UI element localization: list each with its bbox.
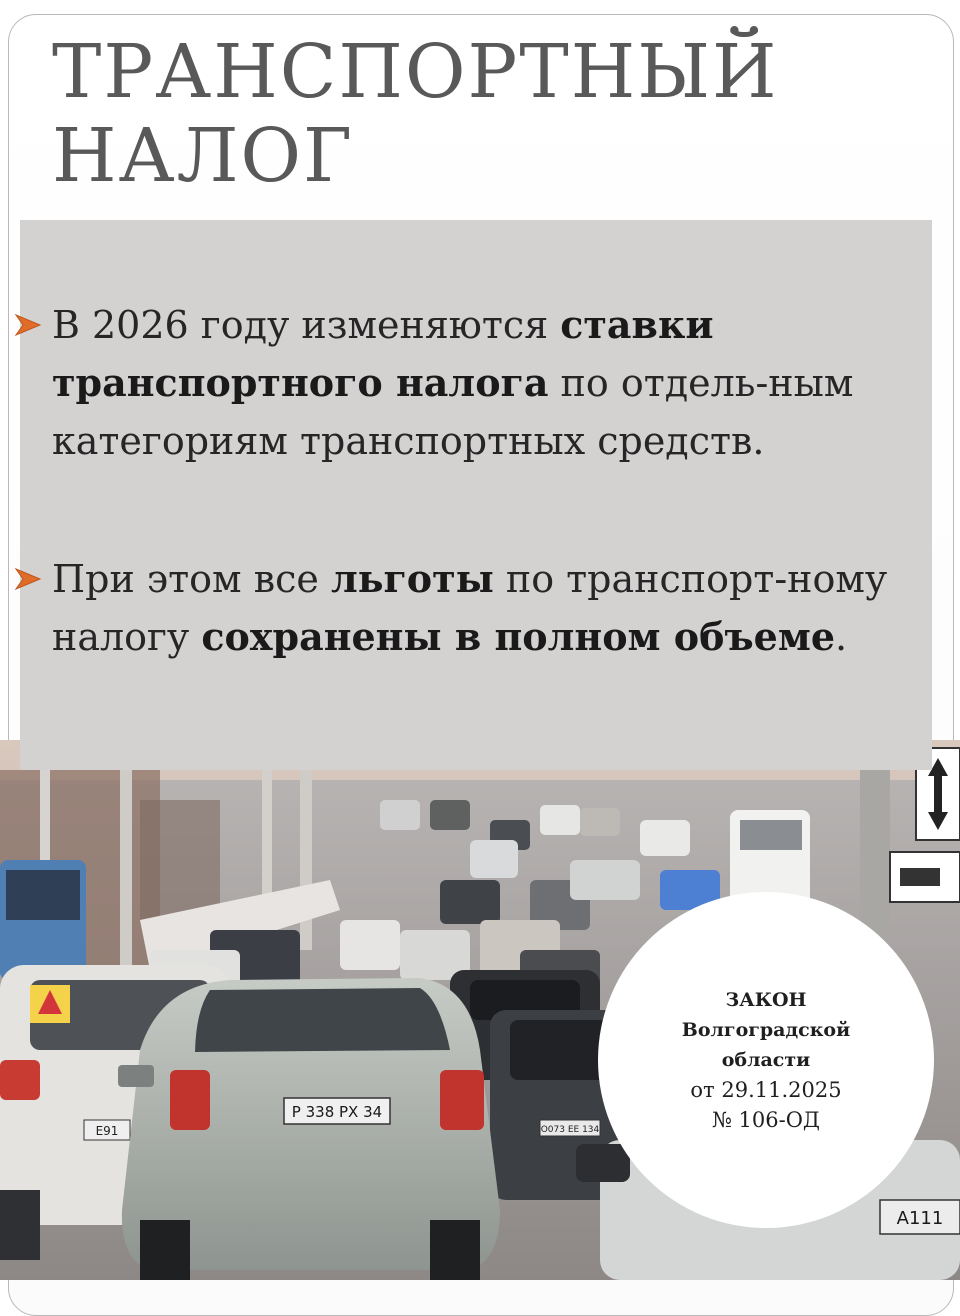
law-seal bbox=[598, 892, 934, 1228]
bullet-2-part-1: При этом все bbox=[52, 557, 331, 601]
plate-mid-text: О073 ЕЕ 134 bbox=[540, 1125, 600, 1135]
plate-left-text: Е91 bbox=[95, 1124, 119, 1138]
seal-line-5: № 106-ОД bbox=[711, 1108, 820, 1132]
bullet-1-text bbox=[52, 296, 894, 470]
bullet-2-bold-2: сохранены в полном объеме bbox=[201, 614, 836, 659]
bullet-1-bold: ставки транспортного налога bbox=[52, 302, 714, 405]
seal-line-2: Волгоградской bbox=[681, 1019, 851, 1041]
arrow-bullet-icon bbox=[14, 312, 42, 338]
bullet-1-part-1: В 2026 году изменяются bbox=[52, 303, 561, 347]
plate-front-text: Р 338 РХ 34 bbox=[291, 1103, 383, 1121]
seal-line-4: от 29.11.2025 bbox=[690, 1078, 842, 1102]
title-line-1: ТРАНСПОРТНЫЙ bbox=[52, 29, 779, 115]
plate-right-text: А111 bbox=[896, 1208, 944, 1229]
bullet-2 bbox=[14, 550, 894, 666]
bullet-2-text bbox=[52, 550, 894, 666]
page-title bbox=[52, 30, 779, 198]
bullet-1-part-2: по отдель-ным категориям транспортных средств. bbox=[52, 361, 854, 463]
bullet-2-bold-1: льготы bbox=[330, 556, 494, 601]
title-line-2: НАЛОГ bbox=[52, 113, 354, 199]
arrow-bullet-icon bbox=[14, 566, 42, 592]
seal-line-3: области bbox=[721, 1049, 811, 1071]
bullet-1 bbox=[14, 296, 894, 470]
bullet-2-part-3: . bbox=[835, 615, 848, 659]
seal-line-1: ЗАКОН bbox=[725, 989, 807, 1011]
bullet-2-part-2: по транспорт-ному налогу bbox=[52, 557, 888, 659]
